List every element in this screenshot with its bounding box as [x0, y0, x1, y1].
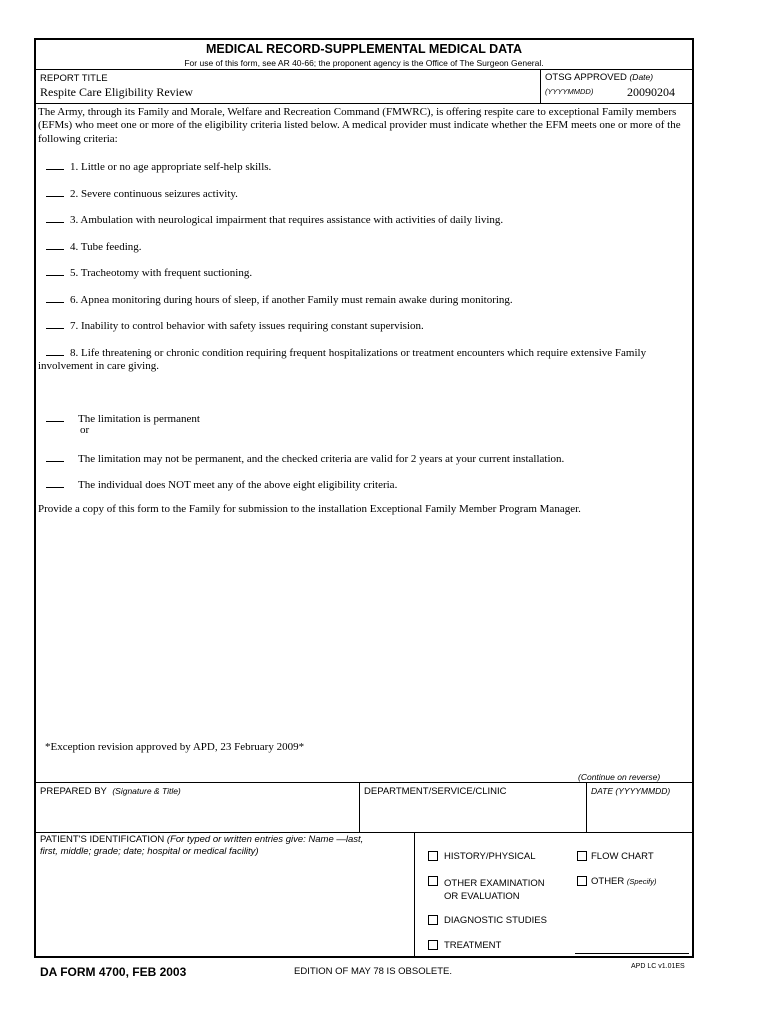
limitation-temporary[interactable] — [46, 451, 564, 465]
criteria-blank[interactable] — [46, 159, 64, 170]
date-label: DATE (YYYYMMDD) — [591, 786, 671, 796]
otsg-date-format: (YYYYMMDD) — [545, 87, 594, 96]
limitation-none-text: The individual does NOT meet any of the above eight eligibility criteria. — [78, 479, 398, 491]
intro-paragraph: The Army, through its Family and Morale, Welfare and Recreation Command (FMWRC), is offering respite care to exceptional Family members (EFMs) who meet one or more of the eligibility criteria listed below. A medical provider must indicate whether the EFM meets one or more of the following criteria: — [38, 106, 681, 145]
criteria-text: 1. Little or no age appropriate self-help skills. — [70, 161, 272, 173]
diagnostic-studies-checkbox[interactable] — [428, 915, 438, 925]
divider — [540, 69, 541, 103]
report-title-value[interactable]: Respite Care Eligibility Review — [40, 85, 193, 99]
criteria-text: 7. Inability to control behavior with safety issues requiring constant supervision. — [70, 320, 424, 332]
criteria-item-7[interactable] — [46, 318, 424, 332]
history-physical-checkbox[interactable] — [428, 851, 438, 861]
diagnostic-studies-label: DIAGNOSTIC STUDIES — [444, 915, 547, 926]
limitation-none[interactable] — [46, 477, 397, 491]
patient-id-hint-2: first, middle; grade; date; hospital or medical facility) — [40, 846, 259, 857]
patient-id-text: PATIENT'S IDENTIFICATION — [40, 834, 165, 845]
form-number: DA FORM 4700, FEB 2003 — [40, 965, 187, 979]
criteria-text: 4. Tube feeding. — [70, 241, 142, 253]
department-field[interactable] — [362, 800, 584, 830]
patient-id-label — [40, 834, 410, 858]
patient-id-field[interactable] — [38, 862, 410, 954]
prepared-by-label — [40, 786, 181, 797]
history-physical-label: HISTORY/PHYSICAL — [444, 851, 536, 862]
divider — [35, 832, 693, 833]
version-note: APD LC v1.01ES — [631, 963, 685, 970]
divider — [586, 782, 587, 832]
divider — [359, 782, 360, 832]
other-text: OTHER — [591, 876, 625, 887]
criteria-item-3[interactable] — [46, 212, 503, 226]
report-title-label: REPORT TITLE — [40, 73, 108, 84]
otsg-approved-label — [545, 72, 653, 83]
otsg-date-hint: (Date) — [629, 72, 654, 82]
criteria-blank[interactable] — [46, 345, 64, 356]
limitation-blank[interactable] — [46, 411, 64, 422]
divider — [414, 832, 415, 957]
patient-id-hint-1: (For typed or written entries give: Name —last, — [166, 834, 364, 845]
criteria-blank[interactable] — [46, 292, 64, 303]
other-exam-line-2: OR EVALUATION — [444, 891, 520, 902]
edition-note: EDITION OF MAY 78 IS OBSOLETE. — [294, 966, 453, 977]
prepared-by-hint: (Signature & Title) — [112, 786, 181, 796]
form-title: MEDICAL RECORD-SUPPLEMENTAL MEDICAL DATA — [206, 42, 522, 56]
date-field[interactable] — [589, 800, 691, 830]
department-label: DEPARTMENT/SERVICE/CLINIC — [364, 786, 507, 797]
other-examination-checkbox[interactable] — [428, 876, 438, 886]
criteria-blank[interactable] — [46, 318, 64, 329]
divider — [35, 782, 693, 783]
other-hint: (Specify) — [626, 877, 657, 886]
continue-note: (Continue on reverse) — [578, 772, 661, 782]
flow-chart-checkbox[interactable] — [577, 851, 587, 861]
criteria-item-2[interactable] — [46, 186, 238, 200]
other-exam-line-1: OTHER EXAMINATION — [444, 878, 545, 889]
limitation-permanent-text: The limitation is permanent — [78, 413, 200, 425]
form-subtitle: For use of this form, see AR 40-66; the proponent agency is the Office of The Surgeon General. — [184, 58, 544, 68]
divider — [35, 69, 693, 70]
other-checkbox[interactable] — [577, 876, 587, 886]
criteria-item-1[interactable] — [46, 159, 271, 173]
criteria-item-5[interactable] — [46, 265, 252, 279]
criteria-text: 6. Apnea monitoring during hours of sleep, if another Family must remain awake during monitoring. — [70, 294, 513, 306]
limitation-blank[interactable] — [46, 451, 64, 462]
limitation-blank[interactable] — [46, 477, 64, 488]
criteria-blank[interactable] — [46, 186, 64, 197]
exception-note: *Exception revision approved by APD, 23 February 2009* — [45, 741, 305, 753]
divider — [35, 103, 693, 104]
limitation-temporary-text: The limitation may not be permanent, and the checked criteria are valid for 2 years at your current installation. — [78, 453, 565, 465]
criteria-blank[interactable] — [46, 265, 64, 276]
limitation-permanent[interactable] — [46, 411, 200, 425]
criteria-text: 8. Life threatening or chronic condition requiring frequent hospitalizations or treatment encounters which require extensive Family involvement in care giving. — [38, 347, 647, 373]
flow-chart-label: FLOW CHART — [591, 851, 654, 862]
provide-copy-instruction: Provide a copy of this form to the Family for submission to the installation Exceptional Family Member Program Manager. — [38, 503, 581, 515]
limitation-or: or — [80, 424, 90, 436]
otsg-approved-value[interactable]: 20090204 — [627, 85, 675, 99]
other-label — [591, 876, 656, 887]
criteria-text: 2. Severe continuous seizures activity. — [70, 188, 238, 200]
criteria-item-8[interactable] — [38, 345, 678, 374]
criteria-text: 5. Tracheotomy with frequent suctioning. — [70, 267, 253, 279]
criteria-blank[interactable] — [46, 239, 64, 250]
treatment-checkbox[interactable] — [428, 940, 438, 950]
criteria-blank[interactable] — [46, 212, 64, 223]
criteria-item-6[interactable] — [46, 292, 513, 306]
prepared-by-text: PREPARED BY — [40, 786, 107, 797]
criteria-text: 3. Ambulation with neurological impairment that requires assistance with activities of daily living. — [70, 214, 504, 226]
other-specify-line[interactable] — [575, 953, 689, 954]
other-examination-label — [444, 877, 545, 903]
otsg-label-text: OTSG APPROVED — [545, 72, 627, 83]
prepared-by-field[interactable] — [38, 800, 356, 830]
criteria-item-4[interactable] — [46, 239, 142, 253]
treatment-label: TREATMENT — [444, 940, 502, 951]
